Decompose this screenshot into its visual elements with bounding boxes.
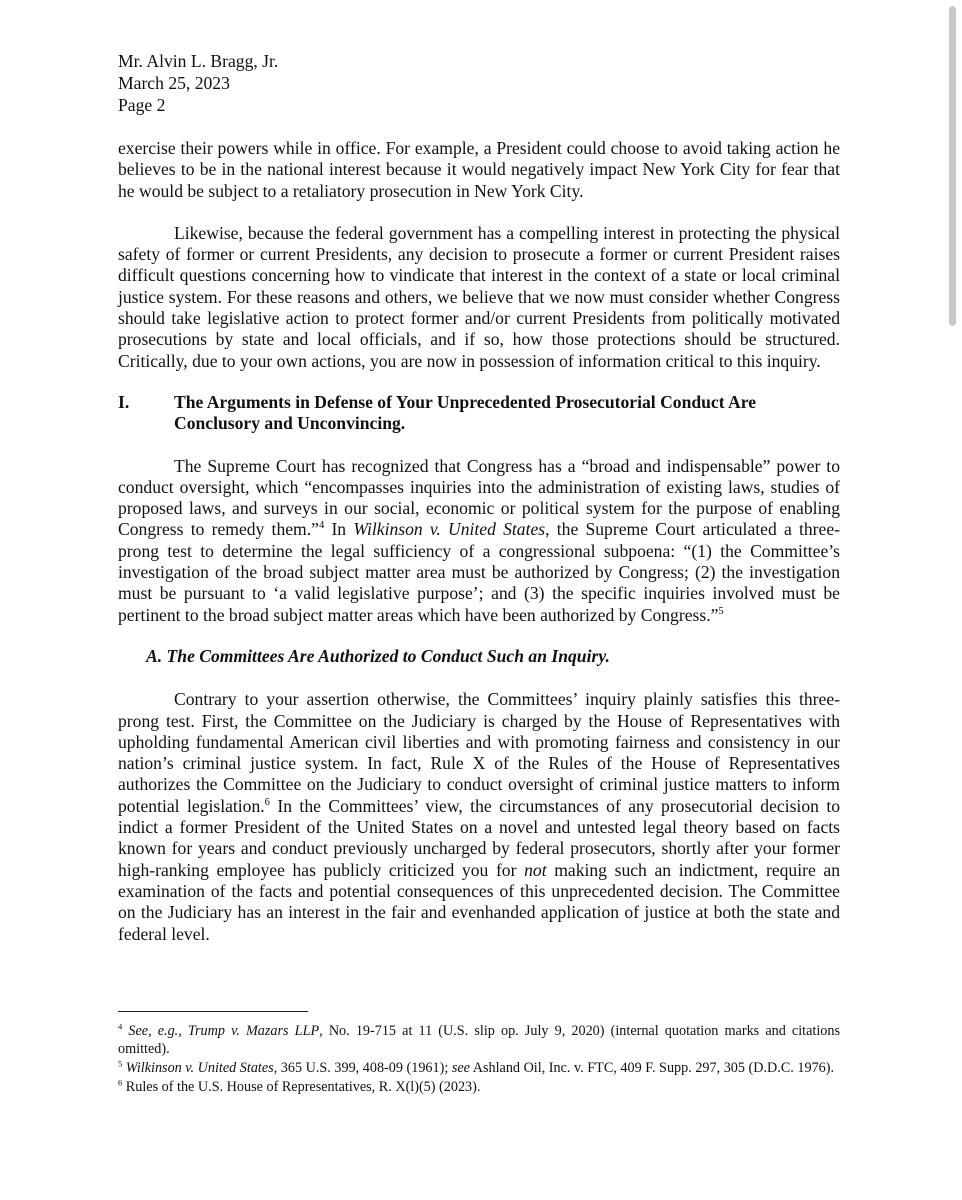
scrollbar-thumb[interactable] (949, 6, 956, 326)
footnote-5 (118, 1059, 840, 1077)
footnote-citation: See, e.g., Trump v. Mazars LLP (128, 1023, 320, 1039)
date-line: March 25, 2023 (118, 73, 230, 93)
footnote-text: Rules of the U.S. House of Representatives, R. X(l)(5) (2023). (125, 1079, 481, 1095)
text-run: In the Committees’ view, the circumstances of any prosecutorial decision to indict a former President of the United States on a novel and untested legal theory based on facts known for years and conduct previously uncharged by federal prosecutors, shortly after your former high-ranking employee has publicly criticized you for (118, 795, 841, 880)
text-run: In (324, 519, 354, 540)
footnotes (118, 1022, 840, 1097)
paragraph-continuation: exercise their powers while in office. For example, a President could choose to avoid taking action he believes to be in the national interest because it would negatively impact New York City for fear that he would be subject to a retaliatory prosecution in New York City. (118, 138, 840, 201)
emphasis-not: not (524, 859, 547, 880)
footnote-text: , 365 U.S. 399, 408-09 (1961); (273, 1060, 452, 1076)
footnote-citation: Wilkinson v. United States (125, 1060, 274, 1076)
footnote-ref-5[interactable]: 5 (718, 605, 724, 617)
footnote-number: 6 (118, 1077, 123, 1088)
letter-header (118, 50, 278, 116)
section-title: The Arguments in Defense of Your Unprecedented Prosecutorial Conduct Are Conclusory and Unconvincing. (174, 391, 757, 434)
footnote-number: 4 (118, 1021, 123, 1032)
text-run: Contrary to your assertion otherwise, the Committees’ inquiry plainly satisfies this three-prong test. First, the Committee on the Judiciary is charged by the House of Representatives with upholding fundamental American civil liberties and with promoting fairness and consistency in our nation’s criminal justice system. In fact, Rule X of the Rules of the House of Representatives authorizes the Committee on the Judiciary to conduct oversight of criminal justice matters to inform potential legislation. (118, 689, 840, 816)
case-name: Wilkinson v. United States (353, 519, 546, 540)
text-run: making such an indictment, require an examination of the facts and potential consequences of this unprecedented decision. The Committee on the Judiciary has an interest in the fair and evenhanded application of justice at both the state and federal level. (118, 859, 840, 944)
subsection-heading-a: A. The Committees Are Authorized to Conduct Such an Inquiry. (146, 645, 610, 666)
footnote-ref-4[interactable]: 4 (318, 520, 325, 532)
footnote-number: 5 (118, 1058, 123, 1069)
paragraph-likewise: Likewise, because the federal government has a compelling interest in protecting the physical safety of former or current Presidents, any decision to prosecute a former or current President raises difficult questions concerning how to vindicate that interest in the context of a state or local criminal justice system. For these reasons and others, we believe that we now must consider whether Congress should take legislative action to protect former and/or current Presidents from politically motivated prosecutions by state and local officials, and if so, how those protections should be structured. Critically, due to your own actions, you are now in possession of information critical to this inquiry. (118, 222, 840, 371)
footnote-6 (118, 1078, 840, 1096)
footnote-text: , No. 19-715 at 11 (U.S. slip op. July 9, 2020) (internal quotation marks and citations omitted). (118, 1023, 840, 1057)
page-number-line: Page 2 (118, 95, 166, 115)
letter-body (118, 138, 840, 945)
section-number: I. (118, 391, 130, 412)
footnote-ref-6[interactable]: 6 (264, 796, 270, 808)
footnote-divider (118, 1011, 308, 1012)
recipient-line: Mr. Alvin L. Bragg, Jr. (118, 51, 279, 71)
footnote-4 (118, 1022, 840, 1058)
scrollbar[interactable] (946, 0, 962, 1200)
footnote-signal: see (451, 1060, 470, 1076)
paragraph-committees (118, 689, 840, 945)
text-run: The Supreme Court has recognized that Congress has a “broad and indispensable” power to conduct oversight, which “encompasses inquiries into the administration of existing laws, studies of proposed laws, and surveys in our social, economic or political system for the purpose of enabling Congress to remedy them.” (118, 455, 840, 540)
text-run: , the Supreme Court articulated a three-prong test to determine the legal sufficiency of a congressional subpoena: “(1) the Committee’s investigation of the broad subject matter area must be authorized by Congress; (2) the investigation must be pursuant to ‘a valid legislative purpose’; and (3) the specific inquiries involved must be pertinent to the broad subject matter areas which have been authorized by Congress.” (118, 519, 840, 625)
footnote-text: Ashland Oil, Inc. v. FTC, 409 F. Supp. 297, 305 (D.D.C. 1976). (469, 1060, 835, 1076)
section-heading-1 (118, 392, 840, 435)
paragraph-supreme-court (118, 456, 840, 626)
